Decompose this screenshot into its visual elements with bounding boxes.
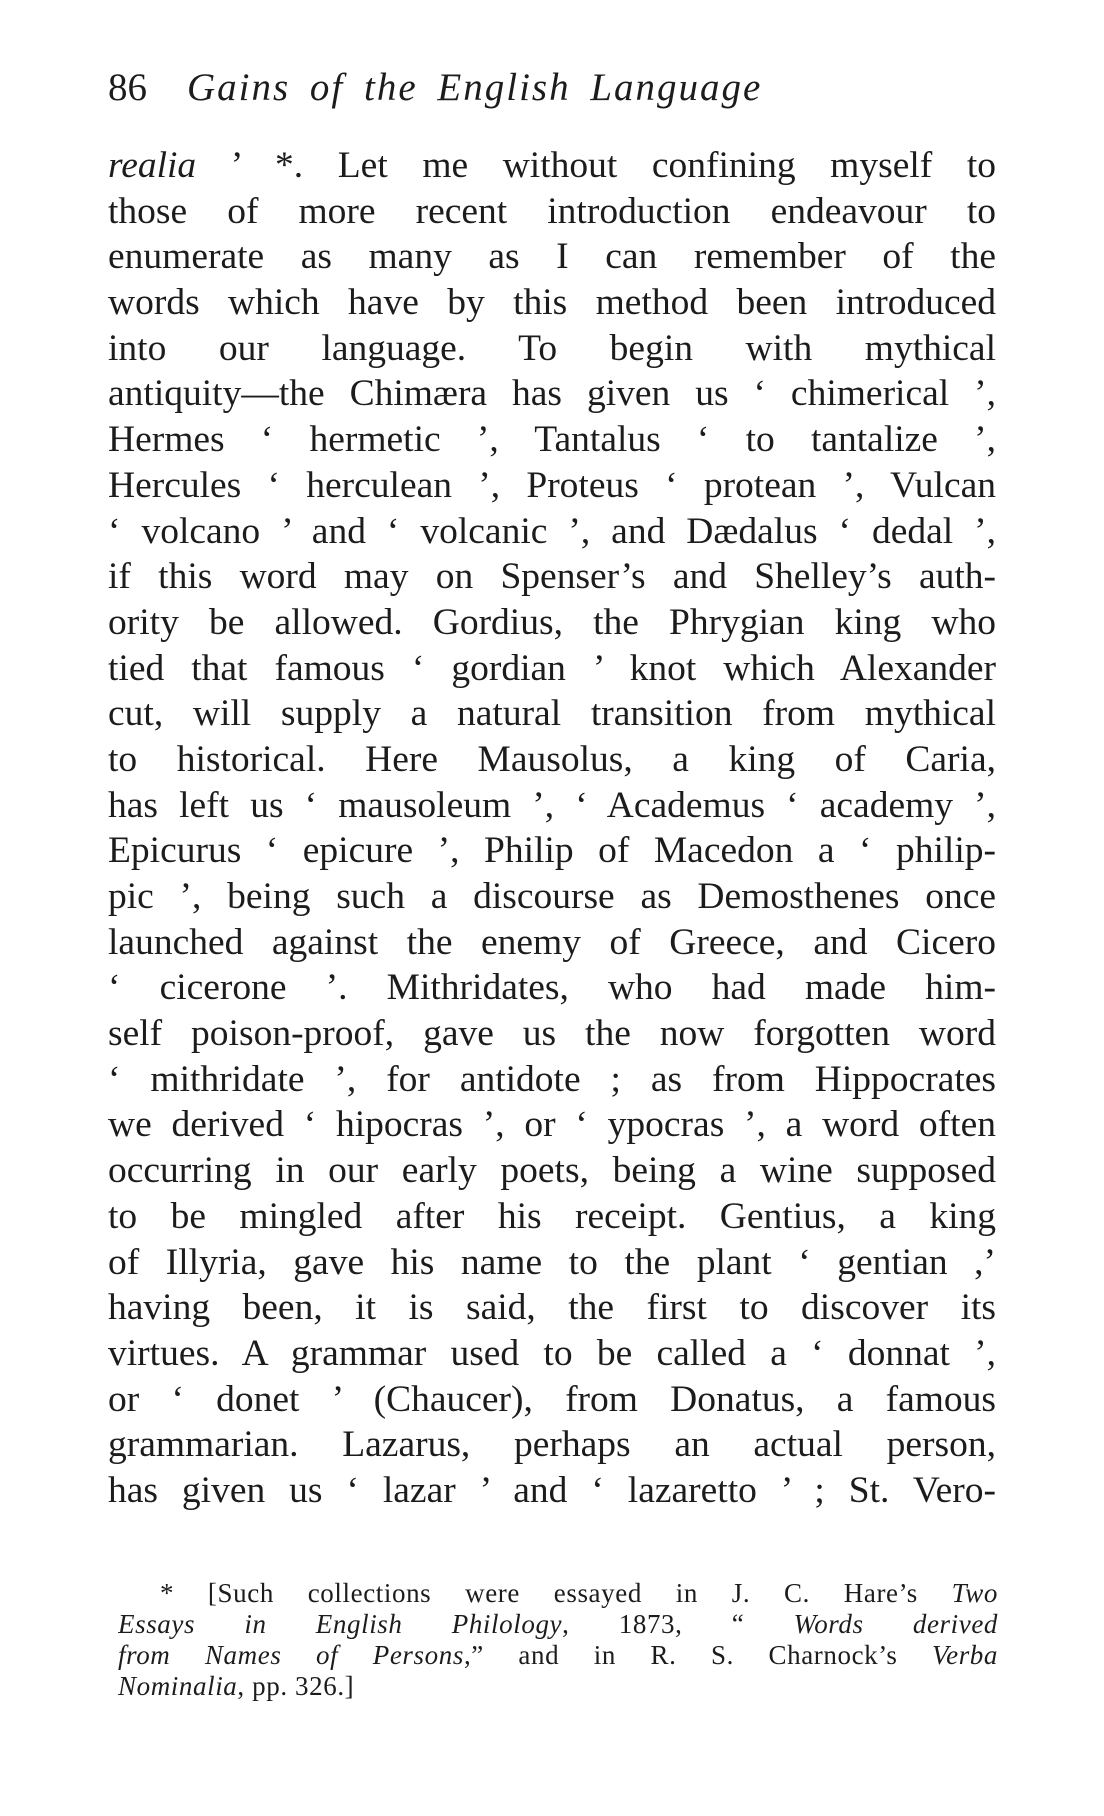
running-title: Gains of the English Language [187, 66, 763, 109]
text-line: virtues. A grammar used to be called a ‘ donnat ’, [108, 1332, 996, 1374]
page-number: 86 [108, 66, 147, 109]
text-line: Epicurus ‘ epicure ’, Philip of Macedon a ‘ philip- [108, 830, 996, 872]
text-line-first [108, 143, 996, 189]
text-line: ‘ cicerone ’. Mithridates, who had made him- [108, 967, 996, 1009]
text-line: has left us ‘ mausoleum ’, ‘ Academus ‘ academy ’, [108, 784, 996, 826]
footnote-marker: * [160, 1578, 175, 1608]
footnote-line-text: [Such collections were essayed in J. C. Hare’s Two [207, 1578, 998, 1608]
footnote-line-first [118, 1578, 998, 1609]
text-line: ‘ volcano ’ and ‘ volcanic ’, and Dædalus ‘ dedal ’, [108, 510, 996, 552]
text-line: enumerate as many as I can remember of the [108, 236, 996, 278]
text-line: of Illyria, gave his name to the plant ‘ gentian ,’ [108, 1241, 996, 1283]
text-line: cut, will supply a natural transition from mythical [108, 693, 996, 735]
text-line: to historical. Here Mausolus, a king of Caria, [108, 738, 996, 780]
text-line: we derived ‘ hipocras ’, or ‘ ypocras ’, a word often [108, 1104, 996, 1146]
text-line-rest: ’ *. Let me without confining myself to [196, 145, 996, 186]
footnote-line: from Names of Persons,” and in R. S. Charnock’s Verba [118, 1640, 998, 1670]
text-line: into our language. To begin with mythical [108, 327, 996, 369]
text-line: having been, it is said, the first to discover its [108, 1287, 996, 1329]
text-line: words which have by this method been introduced [108, 282, 996, 324]
text-line: ority be allowed. Gordius, the Phrygian king who [108, 601, 996, 643]
text-line: if this word may on Spenser’s and Shelley’s auth- [108, 556, 996, 598]
footnote-line: Essays in English Philology, 1873, “ Words derived [118, 1609, 998, 1639]
text-line: Hercules ‘ herculean ’, Proteus ‘ protean ’, Vulcan [108, 464, 996, 506]
italic-word-realia: realia [108, 145, 197, 186]
text-line: to be mingled after his receipt. Gentius, a king [108, 1195, 996, 1237]
text-line: grammarian. Lazarus, perhaps an actual person, [108, 1424, 996, 1466]
text-line: self poison-proof, gave us the now forgotten word [108, 1013, 996, 1055]
text-line: occurring in our early poets, being a wine supposed [108, 1150, 996, 1192]
text-line: launched against the enemy of Greece, and Cicero [108, 921, 996, 963]
footnote-line-last: Nominalia, pp. 326.] [118, 1671, 355, 1701]
text-line: pic ’, being such a discourse as Demosthenes once [108, 876, 996, 917]
text-line: ‘ mithridate ’, for antidote ; as from Hippocrates [108, 1058, 996, 1100]
text-line: Hermes ‘ hermetic ’, Tantalus ‘ to tantalize ’, [108, 419, 996, 461]
footnote [118, 1578, 998, 1702]
text-line: antiquity—the Chimæra has given us ‘ chimerical ’, [108, 373, 996, 415]
text-line: or ‘ donet ’ (Chaucer), from Donatus, a famous [108, 1378, 996, 1420]
text-line-last: has given us ‘ lazar ’ and ‘ lazaretto ’ ; St. Vero- [108, 1469, 996, 1511]
text-line: tied that famous ‘ gordian ’ knot which Alexander [108, 647, 996, 689]
text-line: those of more recent introduction endeavour to [108, 190, 996, 232]
body-text [108, 143, 996, 1514]
running-head [108, 62, 762, 114]
